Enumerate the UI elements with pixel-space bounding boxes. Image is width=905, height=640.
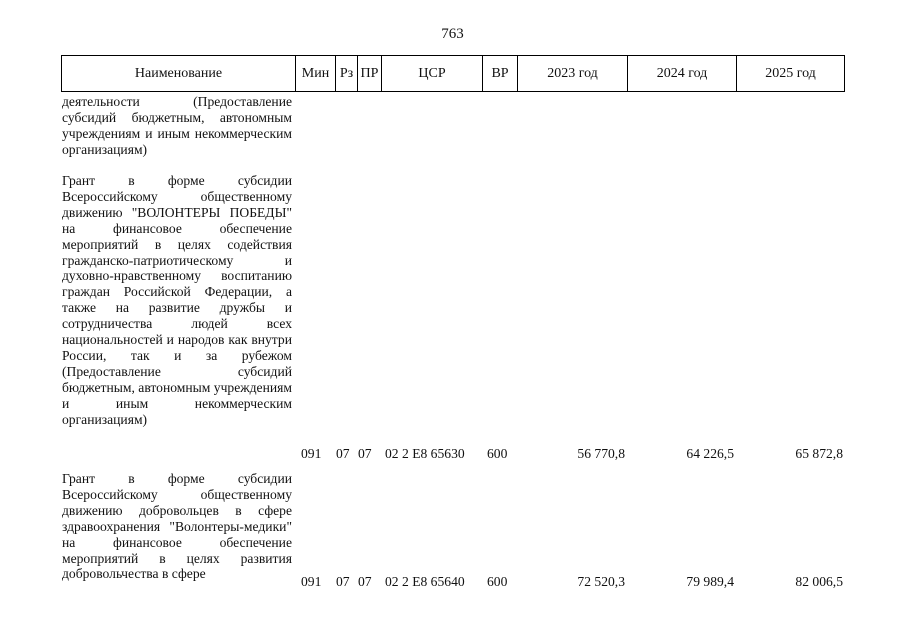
table-cell-pr: 07: [358, 446, 372, 461]
table-row-name: Грант в форме субсидии Всероссийскому общественному движению добровольцев в сфере здравоохранения "Волонтеры-медики" на финансовое обеспечение мероприятий в целях развития добровольчества в сфере: [62, 471, 292, 582]
table-cell-rz: 07: [336, 446, 350, 461]
table-cell-min: 091: [301, 574, 322, 589]
column-header-vr: ВР: [482, 56, 517, 91]
table-cell-pr: 07: [358, 574, 372, 589]
table-cell-min: 091: [301, 446, 322, 461]
column-header-pr: ПР: [357, 56, 381, 91]
column-header-2023: 2023 год: [517, 56, 627, 91]
table-row-name: деятельности (Предоставление субсидий бюджетным, автономным учреждениям и иным некоммерческим организациям): [62, 94, 292, 157]
column-header-rz: Рз: [335, 56, 357, 91]
table-cell-vr: 600: [487, 574, 508, 589]
table-cell-2024: 64 226,5: [686, 446, 734, 461]
table-cell-2025: 82 006,5: [795, 574, 843, 589]
table-cell-2023: 72 520,3: [577, 574, 625, 589]
table-cell-csr: 02 2 E8 65640: [385, 574, 465, 589]
table-cell-csr: 02 2 E8 65630: [385, 446, 465, 461]
table-cell-vr: 600: [487, 446, 508, 461]
column-header-name: Наименование: [134, 65, 223, 81]
table-cell-2025: 65 872,8: [795, 446, 843, 461]
table-cell-2024: 79 989,4: [686, 574, 734, 589]
column-header-2025: 2025 год: [736, 56, 844, 91]
table-row-name: Грант в форме субсидии Всероссийскому общественному движению "ВОЛОНТЕРЫ ПОБЕДЫ" на финансовое обеспечение мероприятий в целях содействия гражданско-патриотическому и духовно-нравственному воспитанию граждан Российской Федерации, а также на развитие дружбы и сотрудничества людей всех национальностей и народов как внутри России, так и за рубежом (Предоставление субсидий бюджетным, автономным учреждениям и иным некоммерческим организациям): [62, 173, 292, 427]
table-cell-rz: 07: [336, 574, 350, 589]
column-header-2024: 2024 год: [627, 56, 736, 91]
table-header: [61, 55, 845, 92]
table-cell-2023: 56 770,8: [577, 446, 625, 461]
page-number: 763: [441, 26, 464, 42]
column-header-min: Мин: [295, 56, 335, 91]
column-header-csr: ЦСР: [381, 56, 482, 91]
